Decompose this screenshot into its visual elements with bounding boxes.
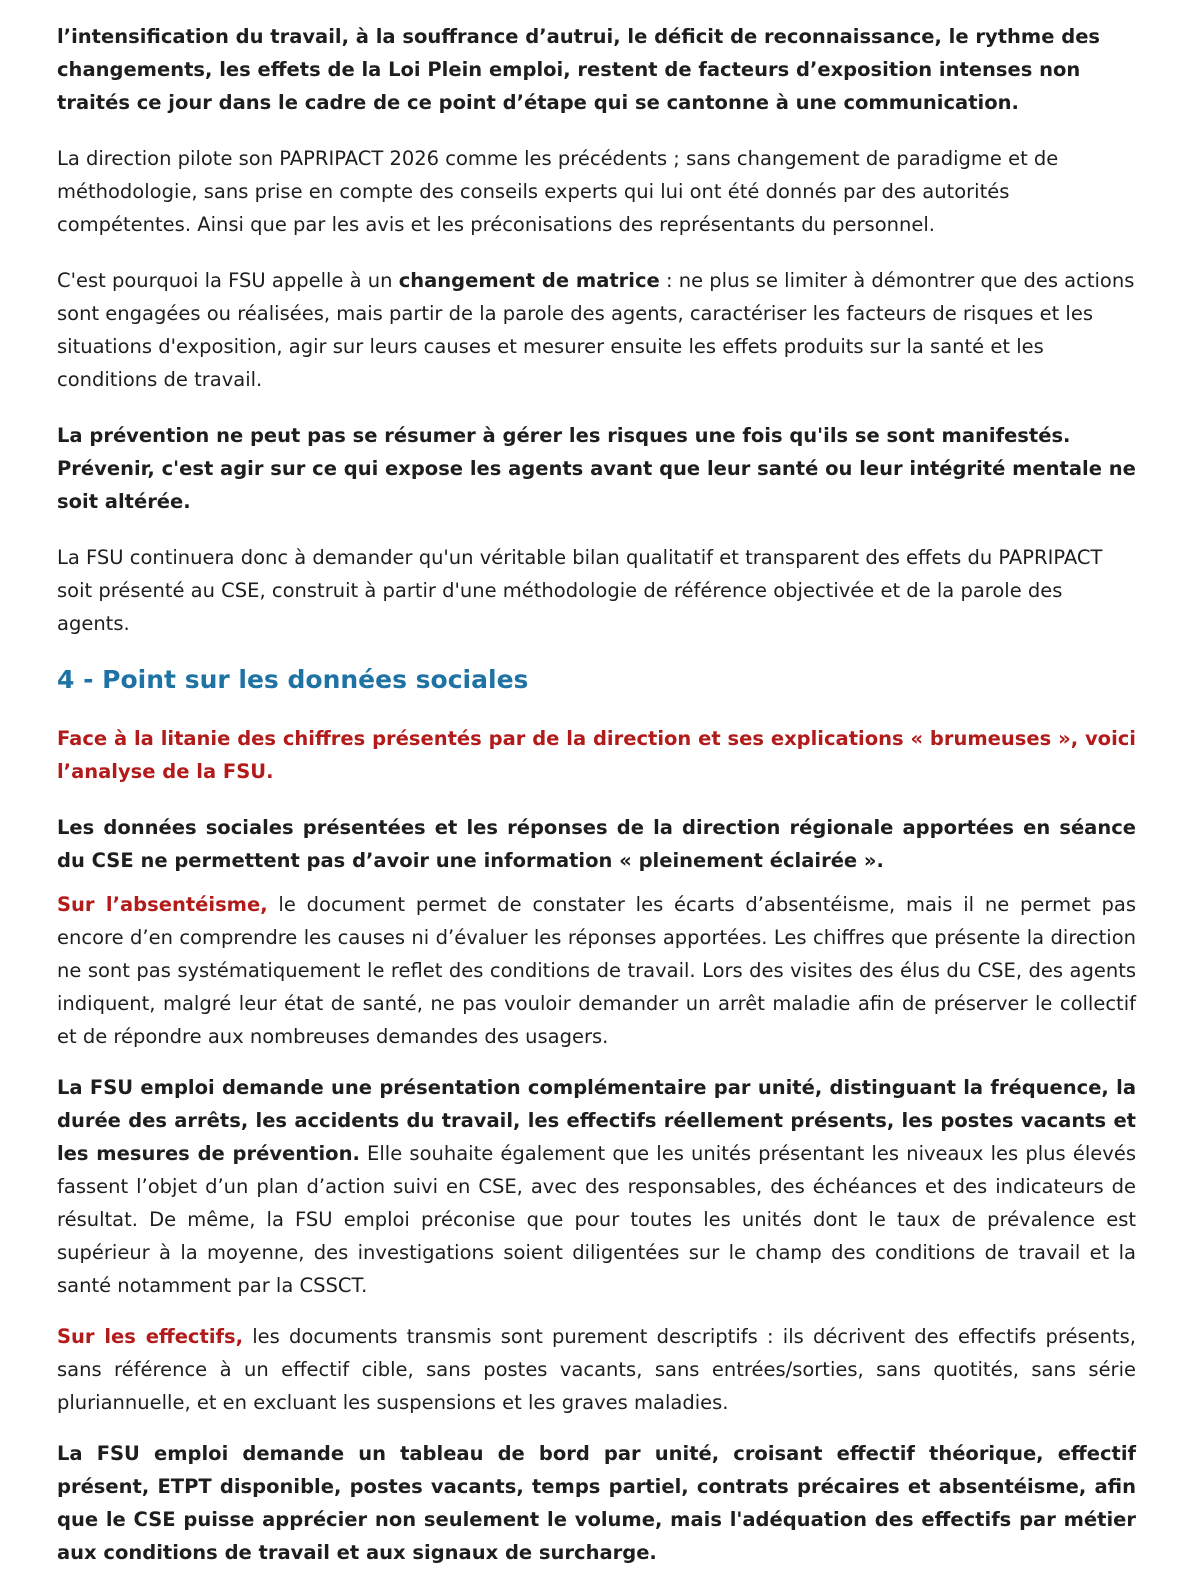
paragraph-staffing [57,1320,1136,1419]
paragraph-fsu-analysis-intro: Face à la litanie des chiffres présentés par de la direction et ses explications « brumeuses », voici l’analyse de la FSU. [57,727,1136,783]
paragraph-social-data-info: Les données sociales présentées et les réponses de la direction régionale apportées en séance du CSE ne permettent pas d’avoir une information « pleinement éclairée ». [57,816,1136,872]
paragraph-change-of-matrix [57,264,1136,396]
matrix-rest: : ne plus se limiter à démontrer que des actions sont engagées ou réalisées, mais partir de la parole des agents, caractériser les facteurs de risques et les situations d'exposition, agir sur leurs causes et mesurer ensuite les effets produits sur la santé et les conditions de travail. [57,269,1135,391]
paragraph-fsu-dashboard-demand: La FSU emploi demande un tableau de bord par unité, croisant effectif théorique, effectif présent, ETPT disponible, postes vacants, temps partiel, contrats précaires et absentéisme, afin que le CSE puisse apprécier non seulement le volume, mais l'adéquation des effectifs par métier aux conditions de travail et aux signaux de surcharge. [57,1442,1136,1564]
paragraph-prevention: La prévention ne peut pas se résumer à gérer les risques une fois qu'ils se sont manifestés. Prévenir, c'est agir sur ce qui expose les agents avant que leur santé ou leur intégrité mentale ne soit altérée. [57,424,1136,513]
demand-presentation-bold: La FSU emploi demande une présentation complémentaire par unité, distinguant la fréquence, la durée des arrêts, les accidents du travail, les effectifs réellement présents, les postes vacants et les mesures de prévention. [57,1076,1136,1165]
paragraph-absenteeism [57,888,1136,1053]
paragraph-qualitative-review: La FSU continuera donc à demander qu'un véritable bilan qualitatif et transparent des effets du PAPRIPACT soit présenté au CSE, construit à partir d'une méthodologie de référence objectivée et de la parole des agents. [57,546,1103,635]
absenteeism-text: le document permet de constater les écarts d’absentéisme, mais il ne permet pas encore d’en comprendre les causes ni d’évaluer les réponses apportées. Les chiffres que présente la direction ne sont pas systématiquement le reflet des conditions de travail. Lors des visites des élus du CSE, des agents indiquent, malgré leur état de santé, ne pas vouloir demander un arrêt maladie afin de préserver le collectif et de répondre aux nombreuses demandes des usagers. [57,893,1136,1048]
paragraph-papripact-direction: La direction pilote son PAPRIPACT 2026 comme les précédents ; sans changement de paradigme et de méthodologie, sans prise en compte des conseils experts qui lui ont été donnés par des autorités compétentes. Ainsi que par les avis et les préconisations des représentants du personnel. [57,147,1059,236]
paragraph-fsu-demand-presentation [57,1071,1136,1302]
demand-presentation-text: Elle souhaite également que les unités présentant les niveaux les plus élevés fassent l’objet d’un plan d’action suivi en CSE, avec des responsables, des échéances et des indicateurs de résultat. De même, la FSU emploi préconise que pour toutes les unités dont le taux de prévalence est supérieur à la moyenne, des investigations soient diligentées sur le champ des conditions de travail et la santé notamment par la CSSCT. [57,1142,1136,1297]
staffing-lead: Sur les effectifs, [57,1325,244,1348]
section-heading-social-data: 4 - Point sur les données sociales [57,665,529,694]
paragraph-exposure-factors: l’intensification du travail, à la souffrance d’autrui, le déficit de reconnaissance, le rythme des changements, les effets de la Loi Plein emploi, restent de facteurs d’exposition intenses non traités ce jour dans le cadre de ce point d’étape qui se cantonne à une communication. [57,25,1101,114]
staffing-text: les documents transmis sont purement descriptifs : ils décrivent des effectifs présents, sans référence à un effectif cible, sans postes vacants, sans entrées/sorties, sans quotités, sans série pluriannuelle, et en excluant les suspensions et les graves maladies. [57,1325,1137,1414]
matrix-emphasis: changement de matrice [398,269,660,292]
absenteeism-lead: Sur l’absentéisme, [57,893,268,916]
matrix-intro: C'est pourquoi la FSU appelle à un [57,269,399,292]
